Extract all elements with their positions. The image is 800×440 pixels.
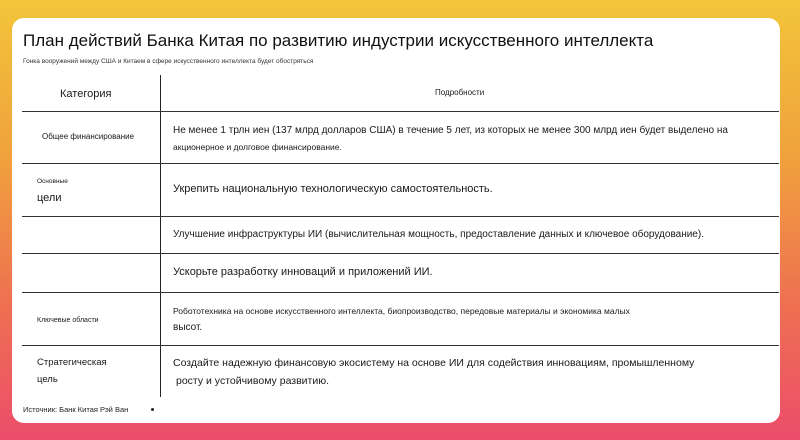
- category-cell-line1: Стратегическая: [37, 357, 107, 368]
- source-footer: Источник: Банк Китая Рэй Ван: [23, 405, 129, 414]
- table-row: [22, 112, 779, 163]
- details-cell-line2: росту и устойчивому развитию.: [176, 375, 330, 387]
- category-cell-line2: цель: [37, 374, 58, 385]
- category-cell: Общее финансирование: [42, 132, 135, 141]
- table-row: [22, 217, 779, 253]
- table-row: [22, 254, 779, 292]
- page-subtitle: Гонка вооружений между США и Китаем в сфере искусственного интеллекта будет обостряться: [23, 58, 314, 65]
- details-cell-line1: Создайте надежную финансовую экосистему на основе ИИ для содействия инновациям, промышленному: [173, 357, 695, 369]
- table-row: [22, 346, 779, 397]
- category-cell-line2: цели: [37, 192, 62, 204]
- details-cell: Улучшение инфраструктуры ИИ (вычислительная мощность, предоставление данных и ключевое оборудование).: [173, 229, 704, 240]
- bullet-dot: [151, 408, 154, 411]
- header-category: Категория: [60, 88, 112, 100]
- header-details: Подробности: [435, 88, 485, 97]
- category-cell: Ключевые области: [37, 317, 99, 324]
- details-cell-line1: Не менее 1 трлн иен (137 млрд долларов США) в течение 5 лет, из которых не менее 300 млрд иен будет выделено на: [173, 125, 728, 136]
- table-header-row: [22, 75, 779, 111]
- details-cell: Укрепить национальную технологическую самостоятельность.: [173, 183, 493, 195]
- table-row: [22, 293, 779, 345]
- details-cell-line2: акционерное и долговое финансирование.: [173, 142, 342, 152]
- page-title: План действий Банка Китая по развитию индустрии искусственного интеллекта: [23, 31, 654, 50]
- details-cell-line2: высот.: [173, 322, 203, 333]
- category-cell-line1: Основные: [37, 178, 68, 185]
- table-row: [22, 164, 779, 216]
- details-cell-line1: Робототехника на основе искусственного интеллекта, биопроизводство, передовые материалы и экономика малых: [173, 306, 630, 316]
- action-plan-table: [22, 75, 779, 397]
- details-cell: Ускорьте разработку инноваций и приложений ИИ.: [173, 266, 433, 278]
- infographic-card: [12, 18, 780, 423]
